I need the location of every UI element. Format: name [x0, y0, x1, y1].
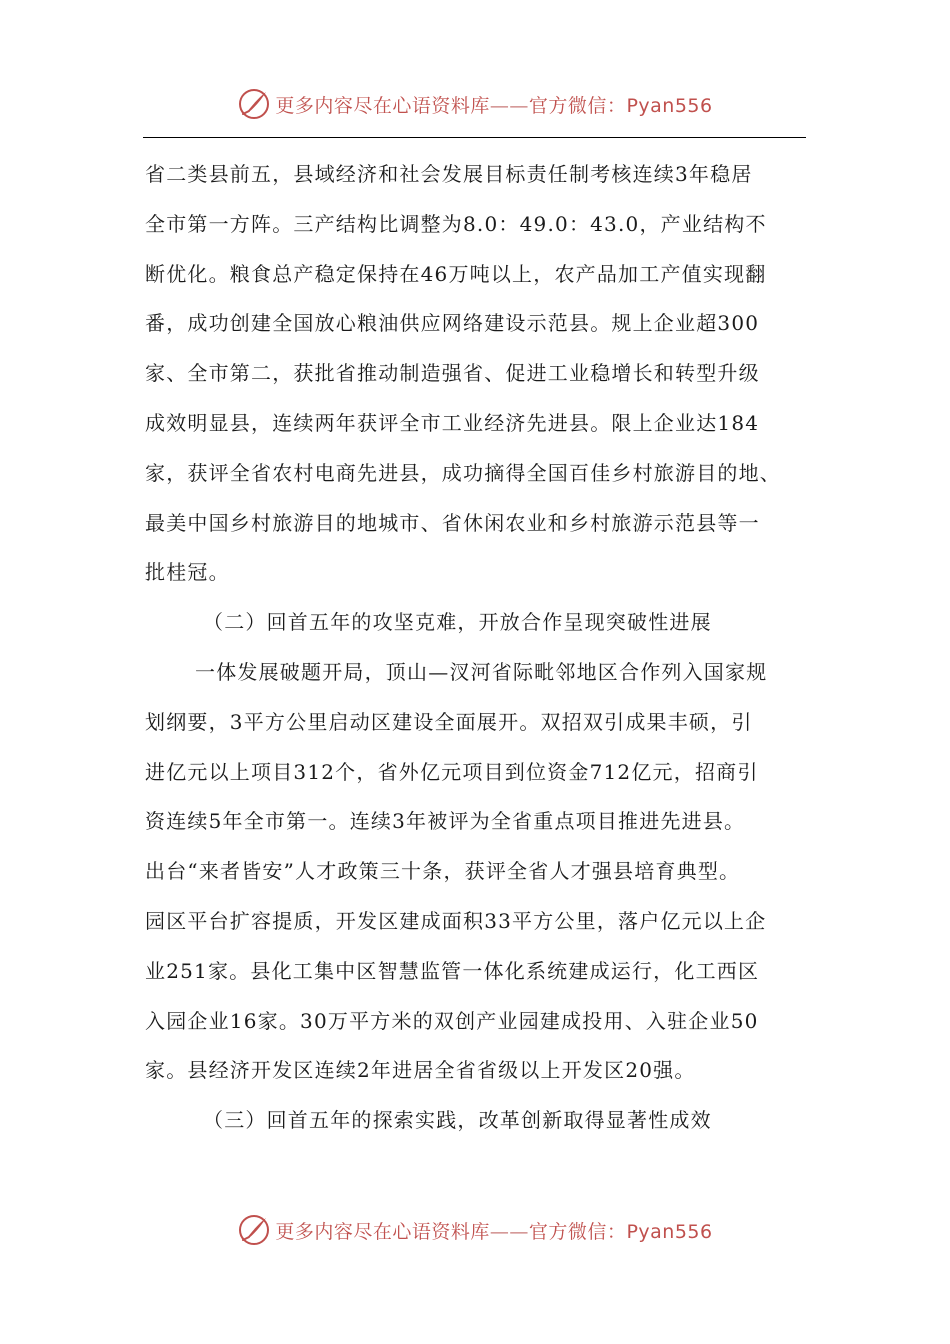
- text-line: 省二类县前五，县域经济和社会发展目标责任制考核连续3年稳居: [145, 162, 753, 186]
- text-line: 断优化。粮食总产稳定保持在46万吨以上，农产品加工产值实现翻: [145, 261, 767, 286]
- footer-banner-label: 官方微信：: [528, 1220, 627, 1243]
- header-banner-dash: ——: [489, 94, 529, 117]
- footer-banner-main: 更多内容尽在心语资料库: [275, 1220, 490, 1243]
- footer-banner-account: Pyan556: [626, 1220, 713, 1243]
- section-heading-3: （三）回首五年的探索实践，改革创新取得显著性成效: [203, 1108, 712, 1133]
- text-line: 入园企业16家。30万平方米的双创产业园建成投用、入驻企业50: [145, 1008, 759, 1033]
- text-line: 业251家。县化工集中区智慧监管一体化系统建成运行，化工西区: [145, 958, 760, 983]
- text-line: 家，获评全省农村电商先进县，成功摘得全国百佳乡村旅游目的地、: [145, 460, 781, 485]
- header-banner-main: 更多内容尽在心语资料库: [275, 94, 490, 117]
- section-heading-2: （二）回首五年的攻坚克难，开放合作呈现突破性进展: [203, 610, 712, 635]
- text-line: 划纲要，3平方公里启动区建设全面展开。双招双引成果丰硕，引: [145, 709, 753, 734]
- header-rule: [143, 137, 806, 138]
- text-line: 出台“来者皆安”人才政策三十条，获评全省人才强县培育典型。: [145, 859, 741, 884]
- footer-banner-dash: ——: [489, 1220, 529, 1243]
- header-banner-label: 官方微信：: [528, 94, 627, 117]
- text-line: 家、全市第二，获批省推动制造强省、促进工业稳增长和转型升级: [145, 361, 760, 386]
- text-line: 全市第一方阵。三产结构比调整为8.0：49.0：43.0，产业结构不: [145, 211, 767, 236]
- text-line: 资连续5年全市第一。连续3年被评为全省重点项目推进先进县。: [145, 809, 746, 834]
- text-line: 番，成功创建全国放心粮油供应网络建设示范县。规上企业超300: [145, 311, 760, 336]
- text-line: 批桂冠。: [145, 560, 230, 585]
- document-body: [145, 150, 813, 1146]
- footer-banner: [0, 1210, 950, 1250]
- text-line: 家。县经济开发区连续2年进居全省省级以上开发区20强。: [145, 1058, 696, 1083]
- text-line: 一体发展破题开局，顶山—汊河省际毗邻地区合作列入国家规: [195, 659, 768, 684]
- header-banner-account: Pyan556: [626, 94, 713, 117]
- header-banner-text: [275, 91, 712, 118]
- header-banner: [0, 84, 950, 124]
- text-line: 园区平台扩容提质，开发区建成面积33平方公里，落户亿元以上企: [145, 908, 767, 933]
- text-line: 最美中国乡村旅游目的地城市、省休闲农业和乡村旅游示范县等一: [145, 510, 760, 535]
- quill-logo-icon: [237, 1213, 271, 1247]
- quill-logo-icon: [237, 87, 271, 121]
- text-line: 成效明显县，连续两年获评全市工业经济先进县。限上企业达184: [145, 410, 760, 435]
- text-line: 进亿元以上项目312个，省外亿元项目到位资金712亿元，招商引: [145, 759, 759, 784]
- footer-banner-text: [275, 1217, 712, 1244]
